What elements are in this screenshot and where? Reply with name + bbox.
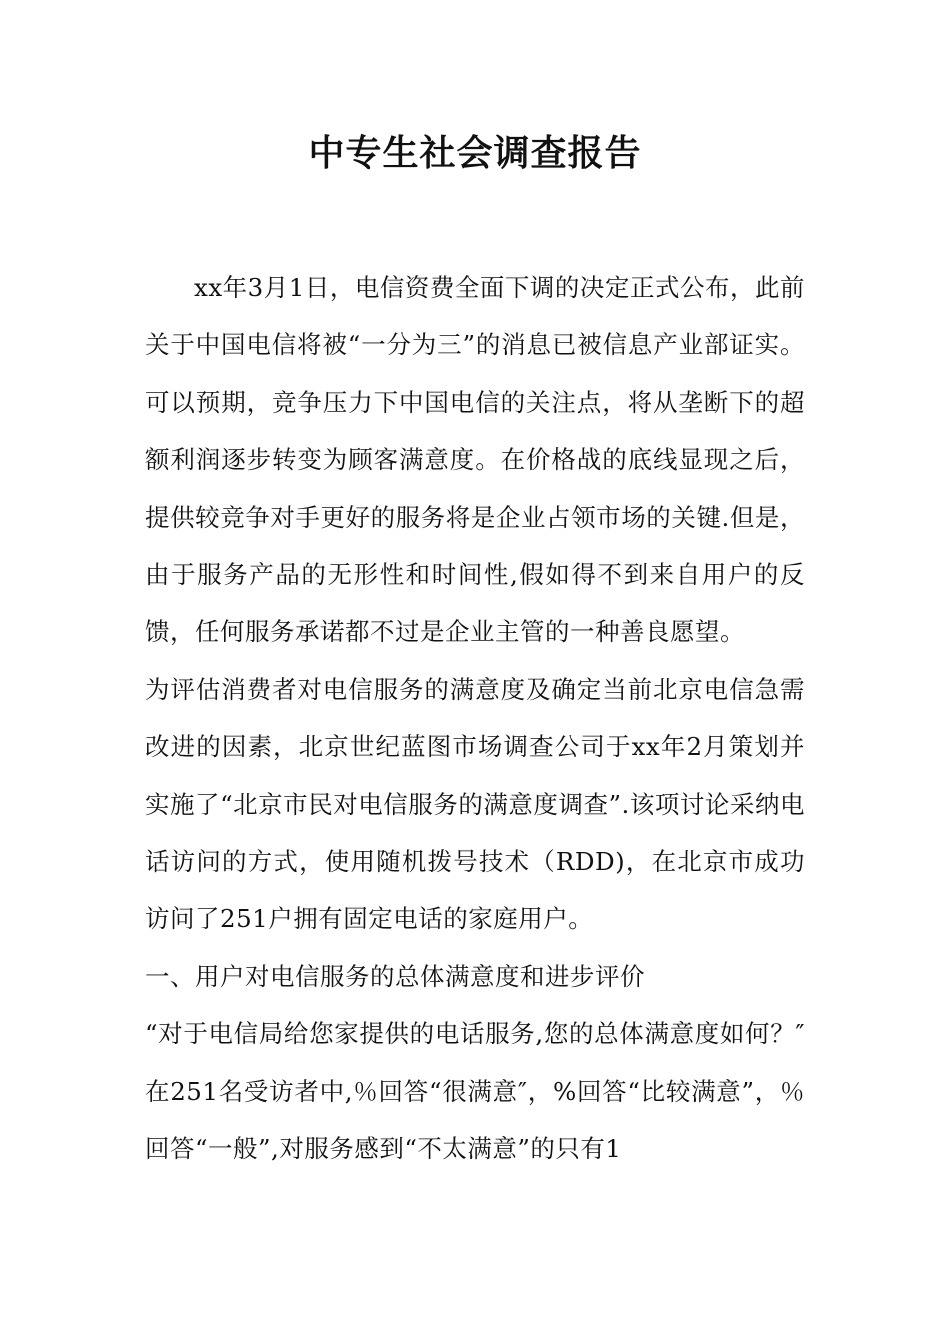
paragraph-intro: xx年3月1日，电信资费全面下调的决定正式公布，此前关于中国电信将被“一分为三”的消息已被信息产业部证实。可以预期，竞争压力下中国电信的关注点，将从垄断下的超额利润逐步转变为顾客满意度。在价格战的底线显现之后，提供较竞争对手更好的服务将是企业占领市场的关键.但是，由于服务产品的无形性和时间性,假如得不到来自用户的反馈，任何服务承诺都不过是企业主管的一种善良愿望。 <box>145 273 805 647</box>
paragraph-survey-background: 为评估消费者对电信服务的满意度及确定当前北京电信急需改进的因素，北京世纪蓝图市场调查公司于xx年2月策划并实施了“北京市民对电信服务的满意度调查”.该项讨论采纳电话访问的方式，使用随机拨号技术（RDD)，在北京市成功访问了251户拥有固定电话的家庭用户。 <box>145 674 805 934</box>
paragraph-satisfaction-results: “对于电信局给您家提供的电话服务,您的总体满意度如何？″在251名受访者中,％回答“很满意″，%回答“比较满意”，％回答“一般”,对服务感到“不太满意”的只有1 <box>145 1019 805 1164</box>
document-title: 中专生社会调查报告 <box>308 132 642 174</box>
document-body <box>145 259 805 1178</box>
section-heading-overall-satisfaction: 一、用户对电信服务的总体满意度和进步评价 <box>145 961 645 991</box>
